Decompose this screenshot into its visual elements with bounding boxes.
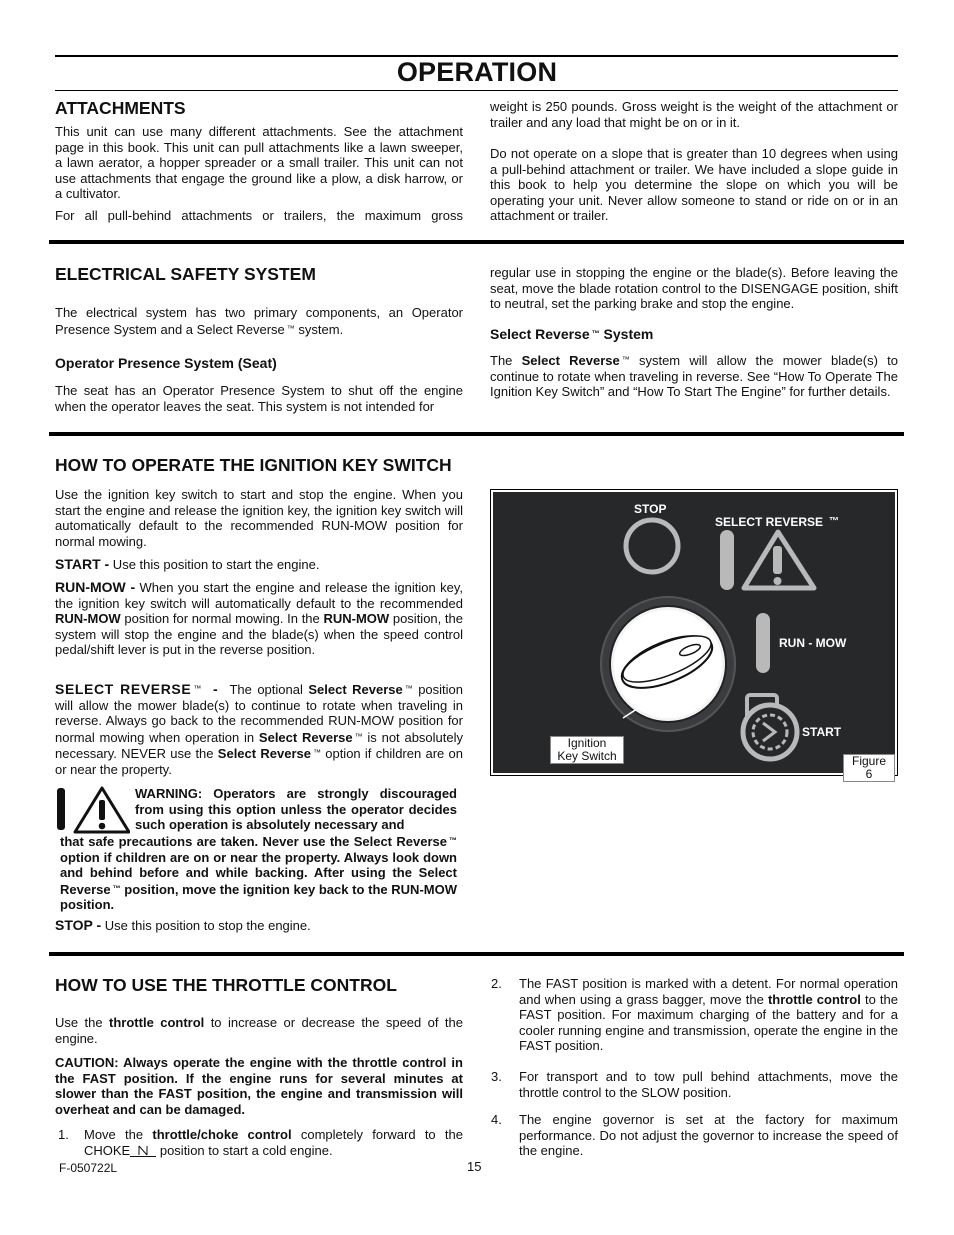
throttle-heading: HOW TO USE THE THROTTLE CONTROL — [55, 975, 397, 995]
trademark-mark: ™ — [621, 355, 630, 364]
attachments-paragraph-2: For all pull-behind attachments or trailers, the maximum gross — [55, 208, 463, 223]
stop-text: Use this position to stop the engine. — [101, 918, 311, 933]
item-1-c: completely forward to the CHOKE — [84, 1127, 463, 1158]
warning-text-d: position, move the ignition key back to the RUN-MOW position. — [60, 881, 457, 913]
trademark-mark: ™ — [193, 684, 202, 693]
start-label: START - — [55, 556, 110, 572]
item-2-b: throttle control — [767, 991, 861, 1007]
title-rule — [55, 90, 898, 91]
select-reverse-bar-icon — [720, 530, 734, 590]
select-reverse-bold-3: Select Reverse — [217, 746, 311, 762]
throttle-caution: CAUTION: Always operate the engine with the throttle control in the FAST position. If the engine runs for several minutes at slower than the FAST position, the engine and transmission will overheat and can be damaged. — [55, 1055, 463, 1117]
ignition-intro: Use the ignition key switch to start and stop the engine. When you start the engine and release the ignition key, the ignition key switch will automatically default to the recommended RUN-MOW position for normal mowing. — [55, 487, 463, 549]
trademark-mark: ™ — [591, 329, 600, 338]
select-reverse-bold-1: Select Reverse — [308, 682, 403, 697]
figure-stop-label: STOP — [634, 502, 667, 516]
operator-presence-subheading: Operator Presence System (Seat) — [55, 355, 277, 371]
trademark-mark: ™ — [286, 323, 295, 333]
throttle-p1-b: throttle control — [109, 1015, 205, 1030]
throttle-p1-c: to increase or decrease the speed of the engine. — [55, 1015, 464, 1046]
warning-triangle-icon — [55, 786, 130, 834]
figure-select-reverse-label — [715, 515, 839, 529]
attachments-paragraph-3: weight is 250 pounds. Gross weight is the weight of the attachment or trailer and any load that might be on or in it. — [490, 99, 898, 130]
item-2-c: to the FAST position. For maximum charging of the battery and for a cooler running engine and transmission, operate the engine in the FAST position. — [519, 991, 898, 1054]
page-title: OPERATION — [396, 57, 558, 87]
electrical-paragraph-4 — [490, 352, 898, 400]
warning-text-a: WARNING: Operators are strongly discouraged from using this option unless the operator decides such operation is absolutely necessary and — [135, 786, 457, 833]
figure-panel — [493, 492, 895, 781]
list-item-4: The engine governor is set at the factory for maximum performance. Do not adjust the governor to increase the speed of the engine. — [519, 1112, 898, 1159]
electrical-paragraph-3: regular use in stopping the engine or the blade(s). Before leaving the seat, move the blade rotation control to the DISENGAGE position, shift to neutral, set the parking brake and stop the engine. — [490, 265, 898, 312]
warning-text-b: that safe precautions are taken. Never use the Select Reverse — [60, 834, 447, 849]
electrical-heading: ELECTRICAL SAFETY SYSTEM — [55, 264, 316, 284]
select-reverse-label: SELECT REVERSE — [55, 681, 192, 697]
electrical-paragraph-1 — [55, 305, 463, 337]
ignition-select-reverse — [55, 681, 463, 778]
electrical-paragraph-2: The seat has an Operator Presence System to shut off the engine when the operator leaves the seat. This system is not intended for — [55, 383, 463, 414]
runmow-text-1: When you start the engine and release the ignition key, the ignition key switch will automatically default to the recommended — [55, 580, 463, 611]
electrical-p1-end: system. — [294, 321, 344, 337]
run-mow-bar-icon — [756, 613, 770, 673]
start-text: Use this position to start the engine. — [109, 557, 320, 572]
item-1-a: Move the — [84, 1127, 153, 1142]
list-item-number: 3. — [491, 1069, 502, 1084]
select-reverse-text-2: position will allow the mower blade(s) to continue to rotate when traveling in reverse. Always go back to the recommended RUN-MOW position for normal mowing when operation in — [55, 682, 463, 745]
electrical-p4-a: The — [490, 353, 522, 368]
ignition-heading: HOW TO OPERATE THE IGNITION KEY SWITCH — [55, 455, 452, 475]
ignition-key-switch-callout — [550, 736, 624, 764]
electrical-p4-b: Select Reverse — [521, 353, 620, 368]
list-item-number: 4. — [491, 1112, 502, 1127]
figure-run-mow-label: RUN - MOW — [779, 636, 847, 650]
callout-line-1: Ignition — [567, 736, 607, 750]
list-item-number: 1. — [58, 1127, 69, 1142]
section-divider-3 — [49, 952, 904, 956]
figure-select-reverse-text: SELECT REVERSE — [715, 515, 824, 529]
attachments-paragraph-1: This unit can use many different attachments. See the attachment page in this book. This unit can pull attachments like a lawn sweeper, a lawn aerator, a hopper spreader or a small trailer. This unit can not use attachments that engage the ground like a plow, a disk harrow, or a cultivator. — [55, 124, 463, 202]
stop-label: STOP - — [55, 917, 102, 933]
item-1-d: position to start a cold engine. — [156, 1142, 333, 1158]
trademark-mark: ™ — [112, 883, 121, 893]
ignition-figure — [490, 489, 898, 781]
stop-circle-icon — [626, 520, 678, 572]
throttle-paragraph-1 — [55, 1015, 463, 1046]
select-reverse-text-1: The optional — [229, 682, 309, 697]
throttle-p1-a: Use the — [55, 1015, 110, 1030]
ignition-stop — [55, 918, 463, 934]
figure-start-label: START — [802, 725, 842, 739]
electrical-p1-text: The electrical system has two primary components, an Operator Presence System and a Select Reverse — [55, 305, 463, 337]
callout-line-2: Key Switch — [557, 749, 617, 763]
warning-text-c: option if children are on or near the property. Always look down and behind before and while backing. After using the Select Reverse — [60, 849, 457, 897]
list-item-number: 2. — [491, 976, 502, 991]
electrical-p4-c: system will allow the mower blade(s) to continue to rotate when traveling in reverse. See “How To Operate The Ignition Key Switch” and “How To Start The Engine” for further details. — [490, 353, 898, 400]
runmow-bold-2: RUN-MOW — [323, 611, 390, 627]
page-number: 15 — [467, 1159, 482, 1174]
warning-text-rest — [60, 833, 457, 913]
item-1-b: throttle/choke control — [152, 1127, 292, 1142]
list-item-3: For transport and to tow pull behind attachments, move the throttle control to the SLOW position. — [519, 1069, 898, 1100]
select-reverse-text-3: is not absolutely necessary. NEVER use the — [55, 729, 464, 762]
trademark-mark: ™ — [354, 731, 363, 741]
trademark-mark: ™ — [404, 684, 413, 693]
runmow-text-2: position for normal mowing. In the — [120, 611, 324, 627]
list-item-1 — [84, 1127, 463, 1158]
trademark-mark: ™ — [449, 836, 457, 845]
runmow-bold-1: RUN-MOW — [55, 611, 121, 627]
trademark-mark: ™ — [312, 748, 321, 758]
figure-caption: Figure 6 — [843, 754, 895, 782]
select-reverse-dash: - — [207, 681, 224, 697]
choke-symbol-icon — [130, 1144, 156, 1157]
footer-code: F-050722L — [59, 1161, 118, 1175]
ignition-runmow — [55, 580, 463, 658]
attachments-heading: ATTACHMENTS — [55, 98, 186, 118]
item-2-a: The FAST position is marked with a detent. For normal operation and when using a grass bagger, move the — [519, 976, 898, 1007]
runmow-text-3: position, the system will stop the engine and the blade(s) when the speed control pedal/shift lever is put in the reverse position. — [55, 611, 464, 658]
select-reverse-subheading — [490, 326, 653, 342]
runmow-label: RUN-MOW - — [55, 579, 136, 595]
select-reverse-bold-2: Select Reverse — [258, 729, 353, 745]
ignition-start — [55, 557, 463, 573]
trademark-mark: ™ — [829, 516, 840, 527]
list-item-2 — [519, 976, 898, 1054]
select-reverse-text-4: option if children are on or near the property. — [55, 746, 463, 777]
attachments-paragraph-4: Do not operate on a slope that is greater than 10 degrees when using a pull-behind attachment or trailer. We have included a slope guide in this book to help you determine the slope on which you will be operating your unit. Never allow someone to stand or ride on or in an attachment or trailer. — [490, 146, 898, 224]
select-reverse-sub-a: Select Reverse — [490, 326, 590, 342]
select-reverse-sub-b: System — [599, 326, 654, 342]
section-divider-2 — [49, 432, 904, 436]
section-divider-1 — [49, 240, 904, 244]
